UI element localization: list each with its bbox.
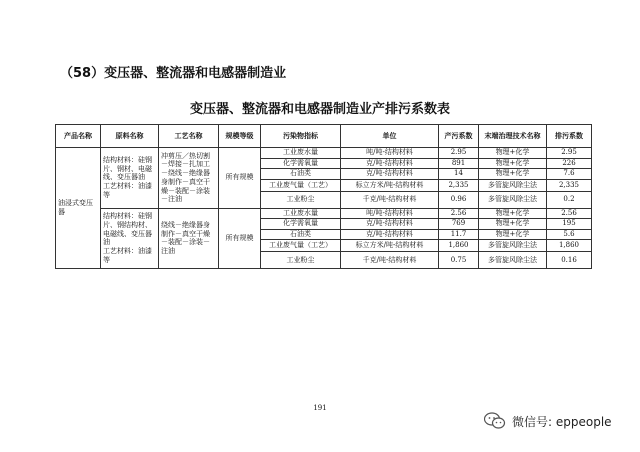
unit-cell: 标立方米/吨-结构材料 (341, 179, 439, 191)
watermark (484, 412, 612, 430)
discharge-coefficient-cell: 0.2 (547, 191, 592, 208)
header-cell: 产污系数 (439, 125, 479, 148)
pollutant-cell: 工业废水量 (261, 208, 341, 219)
produce-coefficient-cell: 0.75 (439, 252, 479, 269)
scale-cell: 所有规模 (219, 148, 261, 209)
treatment-cell: 物理+化学 (479, 219, 547, 230)
header-cell: 原料名称 (101, 125, 159, 148)
header-cell: 排污系数 (547, 125, 592, 148)
pollutant-cell: 工业粉尘 (261, 252, 341, 269)
material-cell: 结构材料：硅钢片、钢材、电磁线、变压器油 工艺材料：油漆等 (101, 148, 159, 209)
material-cell: 结构材料：硅钢片、钢结构材、电磁线、变压器油 工艺材料：油漆等 (101, 208, 159, 269)
pollutant-cell: 化学需氧量 (261, 158, 341, 169)
discharge-coefficient-cell: 1,860 (547, 240, 592, 252)
produce-coefficient-cell: 769 (439, 219, 479, 230)
pollutant-cell: 工业废气量（工艺） (261, 179, 341, 191)
table-title: 变压器、整流器和电感器制造业产排污系数表 (189, 102, 450, 117)
unit-cell: 克/吨-结构材料 (341, 219, 439, 230)
discharge-coefficient-cell: 195 (547, 219, 592, 230)
table-row (56, 208, 592, 219)
process-cell: 冲剪压／热切割－焊接－扎加工－绕线－绝缘器身制作－真空干燥－装配－涂装－注油 (159, 148, 219, 209)
discharge-coefficient-cell: 2,335 (547, 179, 592, 191)
produce-coefficient-cell: 2.95 (439, 148, 479, 159)
unit-cell: 吨/吨-结构材料 (341, 148, 439, 159)
produce-coefficient-cell: 0.96 (439, 191, 479, 208)
treatment-cell: 多管旋风除尘法 (479, 179, 547, 191)
pollutant-cell: 石油类 (261, 169, 341, 180)
unit-cell: 克/吨-结构材料 (341, 158, 439, 169)
pollutant-cell: 工业粉尘 (261, 191, 341, 208)
pollutant-cell: 石油类 (261, 229, 341, 240)
process-cell: 绕线－绝缘器身制作－真空干燥－装配－涂装－注油 (159, 208, 219, 269)
discharge-coefficient-cell: 0.16 (547, 252, 592, 269)
produce-coefficient-cell: 2.56 (439, 208, 479, 219)
table-row (56, 148, 592, 159)
header-cell: 工艺名称 (159, 125, 219, 148)
unit-cell: 千克/吨-结构材料 (341, 191, 439, 208)
header-cell: 产品名称 (56, 125, 101, 148)
discharge-coefficient-cell: 226 (547, 158, 592, 169)
unit-cell: 标立方米/吨-结构材料 (341, 240, 439, 252)
wechat-logo-icon (484, 412, 506, 430)
treatment-cell: 多管旋风除尘法 (479, 252, 547, 269)
treatment-cell: 物理+化学 (479, 148, 547, 159)
unit-cell: 克/吨-结构材料 (341, 169, 439, 180)
header-cell: 污染物指标 (261, 125, 341, 148)
treatment-cell: 物理+化学 (479, 229, 547, 240)
pollution-coefficient-table (55, 124, 592, 269)
product-cell: 油浸式变压器 (56, 148, 101, 269)
header-cell: 单位 (341, 125, 439, 148)
treatment-cell: 物理+化学 (479, 158, 547, 169)
header-row (56, 125, 592, 148)
discharge-coefficient-cell: 2.95 (547, 148, 592, 159)
produce-coefficient-cell: 11.7 (439, 229, 479, 240)
pollutant-cell: 工业废水量 (261, 148, 341, 159)
treatment-cell: 物理+化学 (479, 169, 547, 180)
produce-coefficient-cell: 1,860 (439, 240, 479, 252)
produce-coefficient-cell: 14 (439, 169, 479, 180)
scale-cell: 所有规模 (219, 208, 261, 269)
page-number: 191 (313, 404, 327, 412)
section-title: （58）变压器、整流器和电感器制造业 (60, 66, 287, 81)
header-cell: 末端治理技术名称 (479, 125, 547, 148)
unit-cell: 千克/吨-结构材料 (341, 252, 439, 269)
discharge-coefficient-cell: 7.6 (547, 169, 592, 180)
header-cell: 规模等级 (219, 125, 261, 148)
produce-coefficient-cell: 891 (439, 158, 479, 169)
pollutant-cell: 化学需氧量 (261, 219, 341, 230)
unit-cell: 吨/吨-结构材料 (341, 208, 439, 219)
treatment-cell: 多管旋风除尘法 (479, 240, 547, 252)
discharge-coefficient-cell: 2.56 (547, 208, 592, 219)
treatment-cell: 物理+化学 (479, 208, 547, 219)
discharge-coefficient-cell: 5.6 (547, 229, 592, 240)
treatment-cell: 多管旋风除尘法 (479, 191, 547, 208)
produce-coefficient-cell: 2,335 (439, 179, 479, 191)
unit-cell: 克/吨-结构材料 (341, 229, 439, 240)
pollutant-cell: 工业废气量（工艺） (261, 240, 341, 252)
watermark-text: 微信号: eppeople (512, 414, 612, 429)
